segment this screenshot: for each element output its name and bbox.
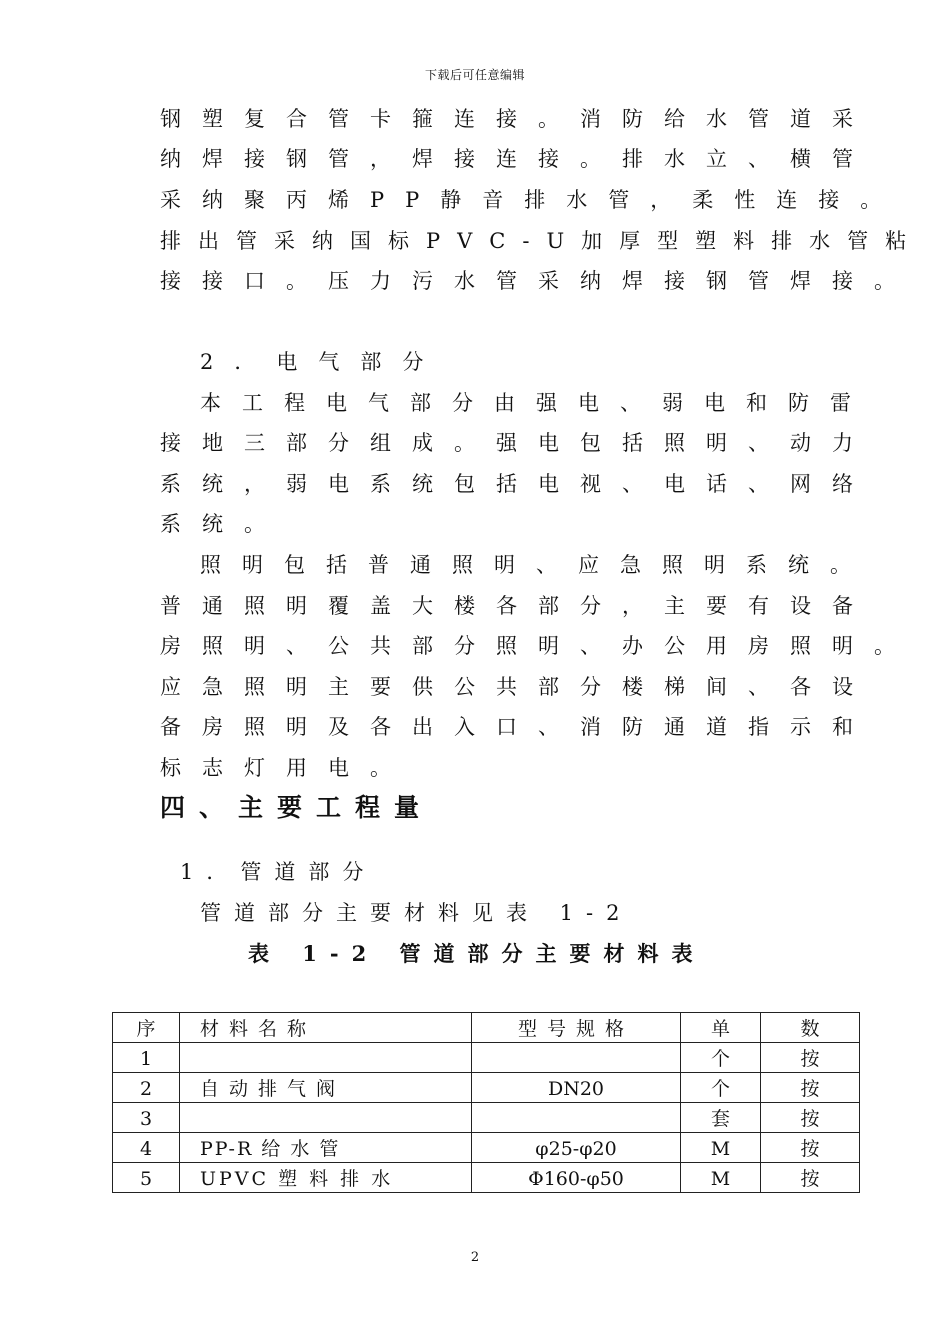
table-cell: 按 [761, 1043, 860, 1073]
page-number: 2 [470, 1250, 480, 1265]
table-cell: 按 [761, 1073, 860, 1103]
paragraph-line: 应急照明主要供公共部分楼梯间、各设 [160, 675, 874, 699]
paragraph-line: 钢塑复合管卡箍连接。消防给水管道采 [160, 107, 874, 131]
table-cell: 自动排气阀 [180, 1073, 472, 1103]
table-cell: UPVC 塑 料 排 水 [180, 1163, 472, 1193]
table-cell [472, 1103, 681, 1133]
table-caption: 表 1-2 管道部分主要材料表 [248, 941, 706, 966]
table-row [113, 1043, 860, 1073]
paragraph-line: 本工程电气部分由强电、弱电和防雷 [200, 391, 872, 415]
table-cell: M [681, 1163, 761, 1193]
table-cell: 5 [113, 1163, 180, 1193]
table-row [113, 1073, 860, 1103]
table-cell: φ25-φ20 [472, 1133, 681, 1163]
table-row [113, 1103, 860, 1133]
table-row [113, 1163, 860, 1193]
table-cell: 按 [761, 1133, 860, 1163]
materials-table [112, 1012, 860, 1193]
table-header-row [113, 1013, 860, 1043]
paragraph-line: 标志灯用电。 [160, 756, 412, 780]
table-cell [180, 1103, 472, 1133]
section-title-electrical: 2．电气部分 [200, 350, 445, 374]
paragraph-line: 系统，弱电系统包括电视、电话、网络 [160, 472, 874, 496]
paragraph-line: 房照明、公共部分照明、办公用房照明。 [160, 634, 916, 658]
header-cell: 材料名称 [180, 1013, 472, 1043]
paragraph-line: 系统。 [160, 512, 286, 536]
table-cell: Φ160-φ50 [472, 1163, 681, 1193]
paragraph-line: 排出管采纳国标PVC-U加厚型塑料排水管粘 [160, 229, 924, 253]
paragraph-line: 备房照明及各出入口、消防通道指示和 [160, 715, 874, 739]
table-row [113, 1133, 860, 1163]
paragraph-line: 照明包括普通照明、应急照明系统。 [200, 553, 872, 577]
header-cell: 单 [681, 1013, 761, 1043]
table-cell: 2 [113, 1073, 180, 1103]
table-cell: 4 [113, 1133, 180, 1163]
header-cell: 序 [113, 1013, 180, 1043]
table-cell: 个 [681, 1043, 761, 1073]
table-cell: 按 [761, 1103, 860, 1133]
table-cell: DN20 [472, 1073, 681, 1103]
table-cell [472, 1043, 681, 1073]
table-cell: 按 [761, 1163, 860, 1193]
table-cell: 套 [681, 1103, 761, 1133]
page-header: 下载后可任意编辑 [424, 68, 525, 82]
table-cell: 个 [681, 1073, 761, 1103]
main-heading: 四、主要工程量 [160, 793, 434, 822]
pipe-subheading: 1．管道部分 [180, 860, 377, 884]
table-cell: PP-R 给 水 管 [180, 1133, 472, 1163]
header-cell: 数 [761, 1013, 860, 1043]
paragraph-line: 接地三部分组成。强电包括照明、动力 [160, 431, 874, 455]
table-cell [180, 1043, 472, 1073]
paragraph-line: 采纳聚丙烯PP静音排水管，柔性连接。 [160, 188, 903, 212]
header-cell: 型号规格 [472, 1013, 681, 1043]
table-cell: 1 [113, 1043, 180, 1073]
paragraph-line: 纳焊接钢管，焊接连接。排水立、横管 [160, 147, 874, 171]
table-cell: 3 [113, 1103, 180, 1133]
paragraph-line: 接接口。压力污水管采纳焊接钢管焊接。 [160, 269, 916, 293]
table-cell: M [681, 1133, 761, 1163]
paragraph-line: 普通照明覆盖大楼各部分，主要有设备 [160, 594, 874, 618]
pipe-intro: 管道部分主要材料见表 1-2 [200, 901, 633, 925]
